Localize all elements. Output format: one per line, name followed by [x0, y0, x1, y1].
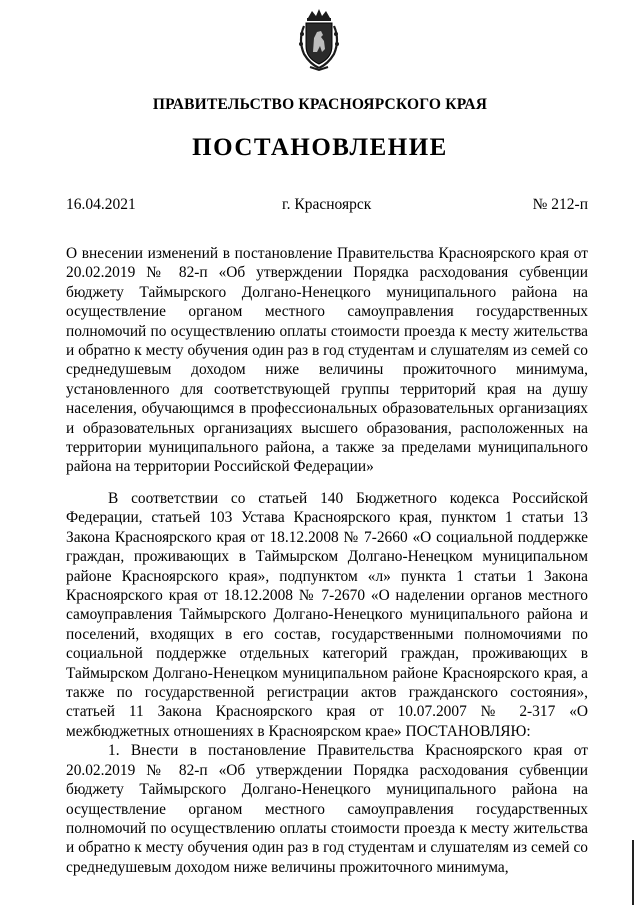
document-type-title: ПОСТАНОВЛЕНИЕ	[192, 134, 448, 161]
document-date: 16.04.2021	[66, 196, 136, 213]
krasnoyarsk-coat-of-arms-icon	[296, 8, 342, 72]
document-meta-row	[66, 196, 588, 216]
document-city: г. Красноярск	[282, 196, 372, 213]
document-body	[66, 489, 588, 877]
government-title: ПРАВИТЕЛЬСТВО КРАСНОЯРСКОГО КРАЯ	[152, 96, 488, 113]
scan-edge-line	[632, 840, 634, 905]
document-number: № 212-п	[532, 196, 588, 213]
preamble-paragraph: В соответствии со статьей 140 Бюджетного кодекса Российской Федерации, статьей 103 Устава Красноярского края, пунктом 1 статьи 13 Закона Красноярского края от 18.12.2008 № 7-2660 «О социальной поддержке граждан, проживающих в Таймырском Долгано-Ненецком муниципальном районе Красноярского края», подпунктом «л» пункта 1 статьи 1 Закона Красноярского края от 18.12.2008 № 7-2670 «О наделении органов местного самоуправления Таймырского Долгано-Ненецкого муниципального района и поселений, входящих в его состав, государственными полномочиями по социальной поддержке отдельных категорий граждан, проживающих в Таймырском Долгано-Ненецком муниципальном районе Красноярского края, а также по государственной регистрации актов гражданского состояния», статьей 11 Закона Красноярского края от 10.07.2007 № 2-317 «О межбюджетных отношениях в Красноярском крае» ПОСТАНОВЛЯЮ:	[66, 490, 588, 740]
item-1-paragraph: 1. Внести в постановление Правительства Красноярского края от 20.02.2019 № 82-п «Об утверждении Порядка расходования субвенции бюджету Таймырского Долгано-Ненецкого муниципального района на осуществление органом местного самоуправления государственных полномочий по осуществлению оплаты стоимости проезда к месту жительства и обратно к месту обучения один раз в год студентам и слушателям из семей со среднедушевым доходом ниже величины прожиточного минимума,	[66, 742, 588, 876]
document-subject: О внесении изменений в постановление Правительства Красноярского края от 20.02.2019 № 82-п «Об утверждении Порядка расходования субвенции бюджету Таймырского Долгано-Ненецкого муниципального района на осуществление органом местного самоуправления государственных полномочий по осуществлению оплаты стоимости проезда к месту жительства и обратно к месту обучения один раз в год студентам и слушателям из семей со среднедушевым доходом ниже величины прожиточного минимума, установленного для соответствующей группы территорий края на душу населения, обучающимся в профессиональных образовательных организациях и образовательных организациях высшего образования, расположенных на территории муниципального района, а также за пределами муниципального района на территории Российской Федерации»	[66, 245, 588, 476]
